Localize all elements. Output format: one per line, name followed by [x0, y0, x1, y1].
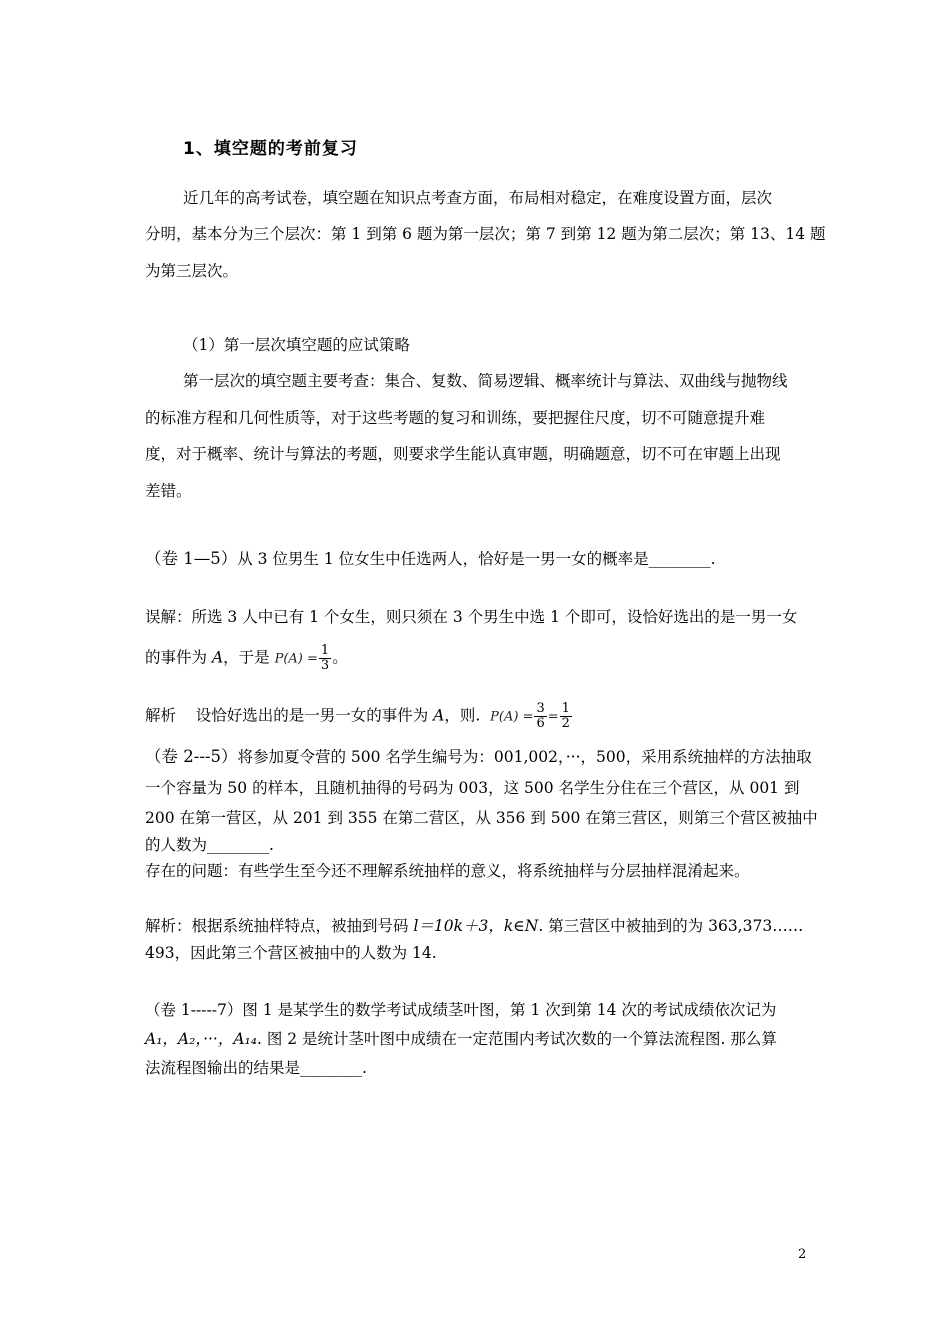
- page-number: 2: [798, 1247, 807, 1262]
- intro-line-3: 为第三层次。: [145, 262, 239, 280]
- analysis-end: ，则.: [444, 706, 481, 725]
- question-2-line-4: 的人数为________.: [145, 836, 274, 854]
- q1-wrong-var: A: [211, 648, 224, 667]
- q2-solution-line-1: [145, 916, 803, 936]
- q1-wrong-line-1: 误解：所选 3 人中已有 1 个女生，则只须在 3 个男生中选 1 个即可，设恰好选出的是一男一女: [145, 608, 798, 626]
- question-2-line-1: [145, 747, 812, 767]
- question-1: [145, 549, 716, 569]
- q2-solution-text: 解析：根据系统抽样特点，被抽到号码: [145, 917, 414, 935]
- question-2-text: 将参加夏令营的 500 名学生编号为：001,002，···，500，采用系统抽样的方法抽取: [237, 748, 812, 766]
- sub-heading: （1）第一层次填空题的应试策略: [183, 336, 410, 354]
- fraction-numerator: 3: [536, 701, 545, 716]
- q1-wrong-end: 。: [332, 648, 348, 667]
- fraction-denominator: 2: [561, 716, 570, 731]
- intro-line-1: 近几年的高考试卷，填空题在知识点考查方面，布局相对稳定，在难度设置方面，层次: [183, 189, 773, 207]
- question-2-line-2: 一个容量为 50 的样本，且随机抽得的号码为 003，这 500 名学生分住在三个营区，从 001 到: [145, 779, 800, 797]
- analysis-var: A: [433, 706, 445, 725]
- question-3-vars: A₁，A₂，···，A₁₄: [145, 1030, 257, 1048]
- question-2-line-3: 200 在第一营区，从 201 到 355 在第二营区，从 356 到 500 在第三营区，则第三个营区被抽中: [145, 809, 818, 827]
- analysis-label: 解析: [145, 706, 177, 725]
- question-3-line-1: [145, 1000, 776, 1020]
- fraction-numerator: 1: [561, 701, 570, 716]
- q1-wrong-line-2: [145, 644, 348, 673]
- question-2-tag: （卷 2---5）: [145, 747, 238, 766]
- q2-problem: 存在的问题：有些学生至今还不理解系统抽样的意义，将系统抽样与分层抽样混淆起来。: [145, 862, 750, 880]
- q2-solution-formula: l＝10k＋3，k∈N: [413, 917, 539, 935]
- strategy-line-1: 第一层次的填空题主要考查：集合、复数、简易逻辑、概率统计与算法、双曲线与抛物线: [183, 372, 788, 390]
- question-3-line-3: 法流程图输出的结果是________.: [145, 1059, 367, 1077]
- fraction-denominator: 3: [320, 658, 330, 673]
- strategy-line-4: 差错。: [145, 482, 192, 500]
- section-heading: 1、填空题的考前复习: [183, 139, 358, 159]
- q2-solution-line-2: 493，因此第三个营区被抽中的人数为 14.: [145, 944, 437, 962]
- analysis-fraction-2: [560, 702, 572, 731]
- q2-solution-text-2: . 第三营区中被抽到的为 363,373……: [538, 917, 804, 935]
- analysis-text: 设恰好选出的是一男一女的事件为: [195, 706, 434, 725]
- q1-wrong-text: 的事件为: [145, 648, 212, 667]
- strategy-line-2: 的标准方程和几何性质等，对于这些考题的复习和训练，要把握住尺度，切不可随意提升难: [145, 409, 766, 427]
- analysis-formula-lhs: P(A) =: [490, 709, 534, 725]
- fraction-numerator: 1: [320, 643, 330, 658]
- question-1-tag: （卷 1—5）: [145, 549, 238, 568]
- intro-line-2: 分明，基本分为三个层次：第 1 到第 6 题为第一层次；第 7 到第 12 题为第二层次；第 13、14 题: [145, 225, 826, 243]
- analysis-equals: =: [547, 709, 559, 725]
- fraction-denominator: 6: [536, 716, 545, 731]
- strategy-line-3: 度，对于概率、统计与算法的考题，则要求学生能认真审题，明确题意，切不可在审题上出现: [145, 445, 781, 463]
- analysis-fraction-1: [534, 702, 546, 731]
- q1-wrong-mid: ，于是: [223, 648, 270, 667]
- question-3-tag: （卷 1-----7）: [145, 1001, 243, 1019]
- q1-wrong-fraction: [319, 644, 331, 673]
- q1-wrong-formula-lhs: P(A) =: [274, 651, 318, 667]
- q1-analysis: [145, 702, 573, 731]
- question-3-text: 图 1 是某学生的数学考试成绩茎叶图，第 1 次到第 14 次的考试成绩依次记为: [242, 1001, 777, 1019]
- question-1-text: 从 3 位男生 1 位女生中任选两人，恰好是一男一女的概率是________.: [237, 550, 716, 568]
- question-3-text-2: . 图 2 是统计茎叶图中成绩在一定范围内考试次数的一个算法流程图. 那么算: [256, 1030, 777, 1048]
- question-3-line-2: [145, 1029, 777, 1049]
